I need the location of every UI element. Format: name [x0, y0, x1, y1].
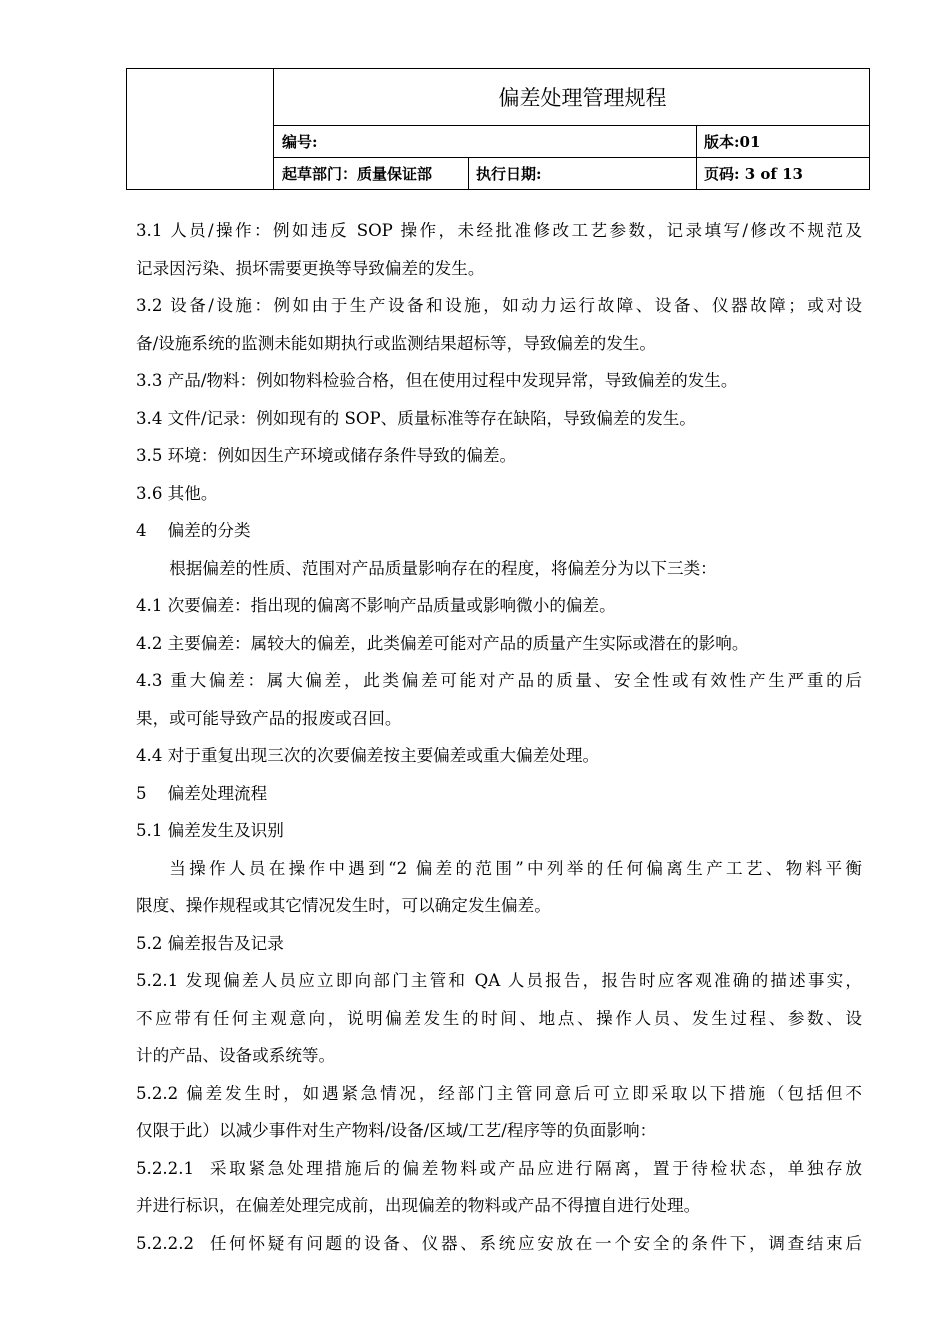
header-row-dept [274, 158, 869, 189]
paragraph-line: 5.2.2 偏差发生时，如遇紧急情况，经部门主管同意后可立即采取以下措施（包括但不 [136, 1083, 862, 1103]
paragraph-line: 4.4 对于重复出现三次的次要偏差按主要偏差或重大偏差处理。 [136, 746, 600, 765]
paragraph-line: 根据偏差的性质、范围对产品质量影响存在的程度，将偏差分为以下三类： [169, 558, 717, 578]
header-row-code [274, 126, 869, 158]
paragraph-line: 备/设施系统的监测未能如期执行或监测结果超标等，导致偏差的发生。 [136, 333, 656, 353]
paragraph-line: 不应带有任何主观意向，说明偏差发生的时间、地点、操作人员、发生过程、参数、设 [136, 1008, 862, 1028]
document-title: 偏差处理管理规程 [274, 69, 869, 126]
paragraph-line: 5.2.1 发现偏差人员应立即向部门主管和 QA 人员报告，报告时应客观准确的描述事实， [136, 971, 862, 990]
paragraph-line: 当操作人员在操作中遇到“2 偏差的范围”中列举的任何偏离生产工艺、物料平衡 [169, 858, 862, 878]
paragraph-line: 3.5 环境：例如因生产环境或储存条件导致的偏差。 [136, 446, 517, 465]
department-label: 起草部门：质量保证部 [282, 165, 433, 183]
paragraph-line: 3.3 产品/物料：例如物料检验合格，但在使用过程中发现异常，导致偏差的发生。 [136, 371, 738, 390]
paragraph-line: 5.2.2.1 采取紧急处理措施后的偏差物料或产品应进行隔离，置于待检状态，单独存放 [136, 1158, 862, 1178]
document-header-table [126, 68, 870, 190]
code-label: 编号: [282, 133, 318, 151]
paragraph-line: 4.1 次要偏差：指出现的偏离不影响产品质量或影响微小的偏差。 [136, 596, 616, 615]
paragraph-line: 计的产品、设备或系统等。 [136, 1046, 336, 1065]
subsection-heading: 5.2 偏差报告及记录 [136, 933, 284, 953]
paragraph-line: 记录因污染、损坏需要更换等导致偏差的发生。 [136, 258, 485, 278]
paragraph-line: 3.4 文件/记录：例如现有的 SOP、质量标准等存在缺陷，导致偏差的发生。 [136, 408, 696, 428]
section-heading: 4 偏差的分类 [136, 521, 251, 540]
paragraph-line: 5.2.2.2 任何怀疑有问题的设备、仪器、系统应安放在一个安全的条件下，调查结束后 [136, 1233, 862, 1253]
paragraph-line: 仅限于此）以减少事件对生产物料/设备/区域/工艺/程序等的负面影响： [136, 1121, 657, 1140]
paragraph-line: 3.1 人员/操作：例如违反 SOP 操作，未经批准修改工艺参数，记录填写/修改不规范及 [136, 221, 862, 240]
document-body [136, 212, 862, 1262]
paragraph-line: 果，或可能导致产品的报废或召回。 [136, 708, 402, 728]
paragraph-line: 并进行标识，在偏差处理完成前，出现偏差的物料或产品不得擅自进行处理。 [136, 1196, 701, 1215]
page-number-label: 页码: 3 of 13 [704, 165, 803, 183]
paragraph-line: 限度、操作规程或其它情况发生时，可以确定发生偏差。 [136, 896, 551, 915]
version-label: 版本:01 [704, 133, 761, 151]
execution-date-label: 执行日期: [476, 165, 542, 183]
logo-cell [127, 69, 274, 189]
section-heading: 5 偏差处理流程 [136, 783, 268, 803]
paragraph-line: 4.3 重大偏差：属大偏差，此类偏差可能对产品的质量、安全性或有效性产生严重的后 [136, 671, 862, 690]
paragraph-line: 3.6 其他。 [136, 483, 218, 503]
subsection-heading: 5.1 偏差发生及识别 [136, 821, 284, 840]
paragraph-line: 4.2 主要偏差：属较大的偏差，此类偏差可能对产品的质量产生实际或潜在的影响。 [136, 633, 749, 653]
paragraph-line: 3.2 设备/设施：例如由于生产设备和设施，如动力运行故障、设备、仪器故障；或对设 [136, 296, 862, 315]
